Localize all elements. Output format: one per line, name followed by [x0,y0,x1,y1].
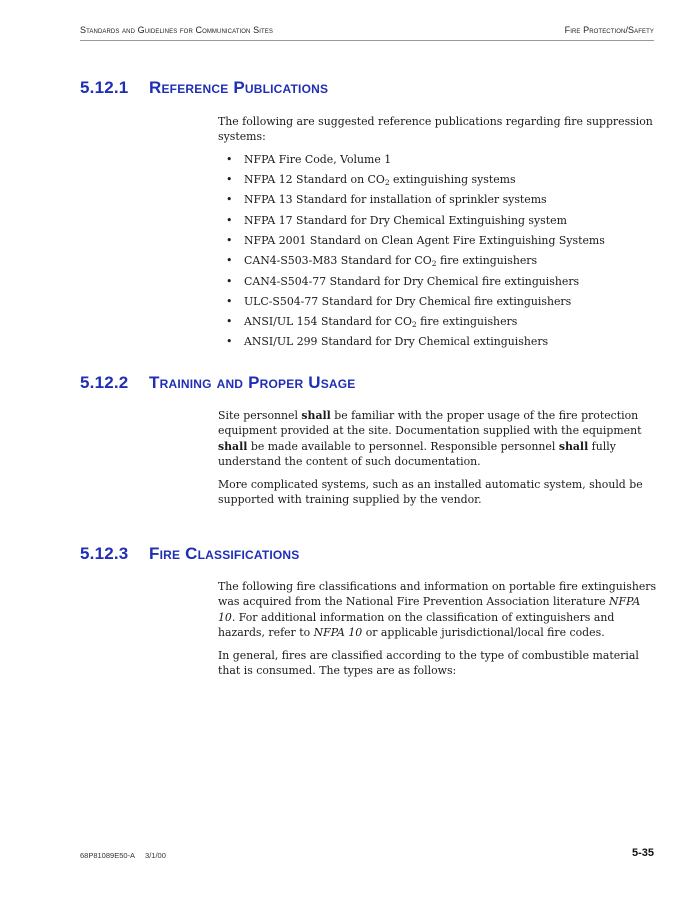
bullet-icon: • [226,335,233,349]
section-number: 5.12.1 [80,78,129,97]
running-header-right: Fire Protection/Safety [564,25,654,35]
bullet-icon: • [226,294,233,308]
section-title: Fire Classifications [149,544,300,563]
list-item: • NFPA 12 Standard on $CO_2$ extinguishing systems [226,173,516,188]
list-item: • NFPA 17 Standard for Dry Chemical Extinguishing system [226,213,567,227]
section-heading-reference-publications [80,78,328,98]
section-title: Reference Publications [149,78,329,97]
list-item: • ANSI/UL 299 Standard for Dry Chemical extinguishers [226,335,549,349]
bullet-icon: • [226,173,233,187]
doc-number: 68P81089E50-A [80,851,136,860]
bullet-icon: • [226,254,233,268]
list-item: • NFPA 13 Standard for installation of sprinkler systems [226,193,547,207]
list-item: • NFPA Fire Code, Volume 1 [226,152,392,166]
section-title: Training and Proper Usage [149,373,356,392]
list-item: • ANSI/UL 154 Standard for $CO_2$ fire extinguishers [226,315,518,330]
bullet-icon: • [226,234,233,247]
doc-date: 3/1/00 [145,851,166,860]
page-number: 5-35 [631,847,654,859]
bullet-icon: • [226,274,233,288]
publications-list [218,152,658,355]
classifications-paragraph-1: The following fire classifications and information on portable fire extinguishers was acquired from the National Fire Prevention Association literature NFPA 10. For additional information on the classification of extinguishers and hazards, refer to NFPA 10 or applicable jurisdictional/local fire codes. [218,580,657,640]
intro-paragraph: The following are suggested reference publications regarding fire suppression systems: [218,115,653,144]
list-item: • ULC-S504-77 Standard for Dry Chemical fire extinguishers [226,294,572,308]
section-heading-training-and-proper-usage [80,373,356,393]
reference-publications-body [218,114,658,355]
header-divider [80,40,654,41]
training-paragraph-1: Site personnel shall be familiar with the proper usage of the fire protection equipment provided at the site. Documentation supplied with the equipment shall be made available to personnel. Responsible personnel shall fully understand the content of such documentation. [218,409,642,469]
section-number: 5.12.3 [80,544,129,563]
bullet-icon: • [226,193,233,207]
footer-doc-info [80,851,166,860]
list-item: • NFPA 2001 Standard on Clean Agent Fire Extinguishing Systems [226,234,605,247]
list-item: • CAN4-S503-M83 Standard for $CO_2$ fire extinguishers [226,254,538,269]
training-body [218,408,658,514]
section-number: 5.12.2 [80,373,129,392]
bullet-icon: • [226,315,233,329]
fire-classifications-body [218,579,658,685]
list-item: • CAN4-S504-77 Standard for Dry Chemical fire extinguishers [226,274,580,288]
training-paragraph-2: More complicated systems, such as an installed automatic system, should be supported with training supplied by the vendor. [218,477,643,507]
bullet-icon: • [226,213,233,227]
bullet-icon: • [226,152,233,166]
section-heading-fire-classifications [80,544,300,564]
classifications-paragraph-2: In general, fires are classified according to the type of combustible material that is consumed. The types are as follows: [218,648,639,678]
running-header-left: Standards and Guidelines for Communication Sites [80,25,273,35]
